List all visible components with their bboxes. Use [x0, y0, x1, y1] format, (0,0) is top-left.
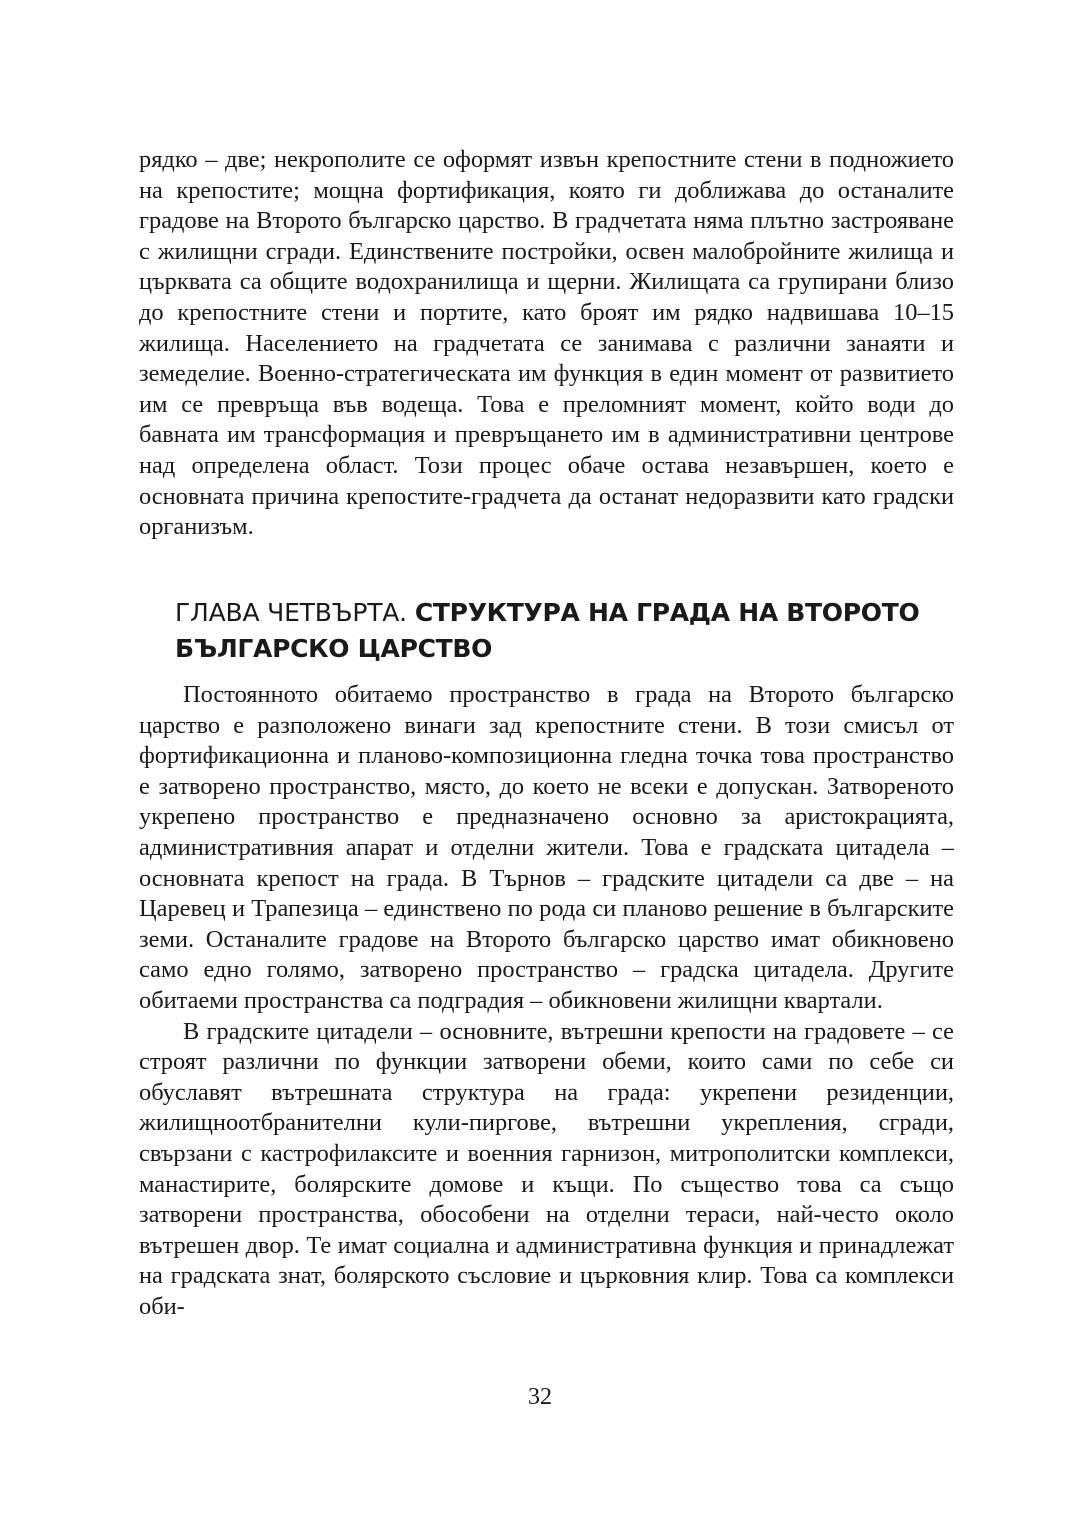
intro-text-block — [139, 145, 954, 543]
body-paragraph-2: В градските цитадели – основните, вътрешни крепости на градовете – се строят различни по функции затворени обеми, които сами по себе си обуславят вътрешната структура на града: укрепени резиденции, жилищноотбранителни кули-пиргове, вътрешни укрепления, сгради, свързани с кастрофилаксите и военния гарнизон, митрополитски комплекси, манастирите, болярските домове и къщи. По същество това са също затворени пространства, обособени на отделни тераси, най-често около вътрешен двор. Те имат социална и административна функция и принадлежат на градската знат, болярското съсловие и църковния клир. Това са комплекси оби- — [139, 1017, 954, 1320]
chapter-body — [139, 680, 954, 1322]
page-number: 32 — [528, 1384, 552, 1410]
body-paragraph-1: Постоянното обитаемо пространство в града на Второто българско царство е разположено винаги зад крепостните стени. В този смисъл от фортификационна и планово-композиционна гледна точка това пространство е затворено пространство, място, до което не всеки е допускан. Затвореното укрепено пространство е предназначено основно за аристокрацията, административния апарат и отделни жители. Това е градската цитадела – основната крепост на града. В Търнов – градските цитадели са две – на Царевец и Трапезица – единствено по рода си планово решение в българските земи. Останалите градове на Второто българско царство имат обикновено само едно голямо, затворено пространство – градска цитадела. Другите обитаеми пространства са подградия – обикновени жилищни квартали. — [139, 681, 954, 1014]
chapter-title: СТРУКТУРА НА ГРАДА НА ВТОРОТО БЪЛГАРСКО ЦАРСТВО — [175, 598, 920, 663]
intro-paragraph: рядко – две; некрополите се оформят извън крепостните стени в подножието на крепостите; мощна фортификация, която ги доближава до останалите градове на Второто българско царство. В градчетата няма плътно застрояване с жилищни сгради. Единствените постройки, освен малобройните жилища и църквата са общите водохранилища и щерни. Жилищата са групирани близо до крепостните стени и портите, като броят им рядко надвишава 10–15 жилища. Населението на градчетата се занимава с различни занаяти и земеделие. Военно-стратегическата им функция в един момент от развитието им се превръща във водеща. Това е преломният момент, който води до бавната им трансформация и превръщането им в административни центрове над определена област. Този процес обаче остава незавършен, което е основната причина крепостите-градчета да останат недоразвити като градски организъм. — [139, 146, 954, 541]
chapter-heading — [175, 595, 955, 667]
chapter-prefix: ГЛАВА ЧЕТВЪРТА. — [175, 598, 407, 627]
